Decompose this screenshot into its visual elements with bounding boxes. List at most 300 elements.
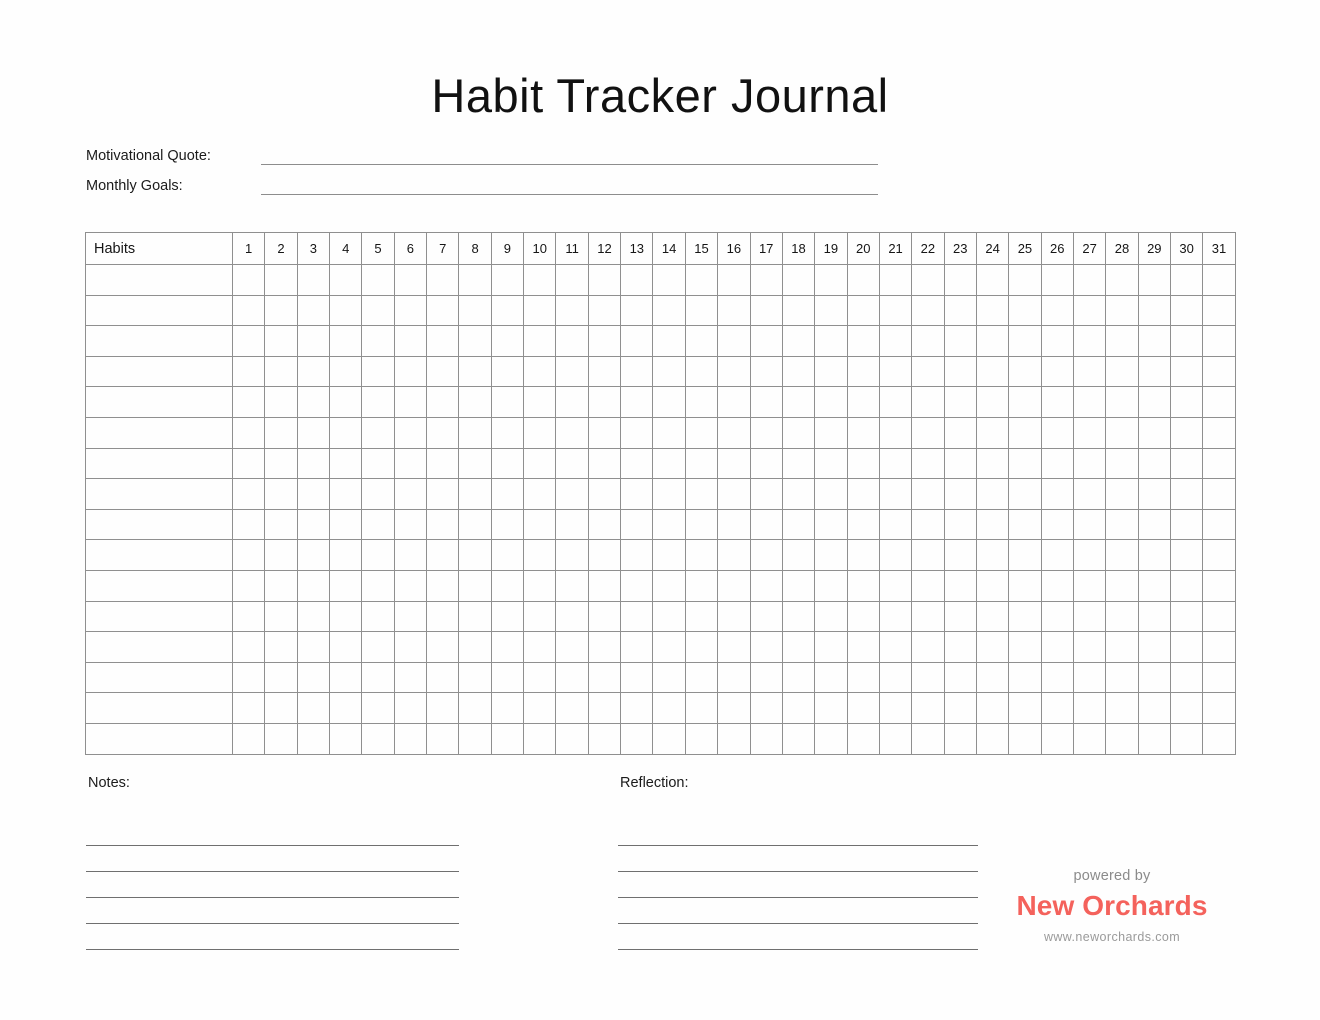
habit-day-cell[interactable] — [1203, 387, 1235, 418]
habit-day-cell[interactable] — [847, 295, 879, 326]
habit-day-cell[interactable] — [330, 662, 362, 693]
habit-day-cell[interactable] — [815, 509, 847, 540]
habit-day-cell[interactable] — [556, 693, 588, 724]
habit-day-cell[interactable] — [782, 417, 814, 448]
habit-day-cell[interactable] — [782, 387, 814, 418]
habit-day-cell[interactable] — [621, 417, 653, 448]
habit-day-cell[interactable] — [879, 295, 911, 326]
habit-day-cell[interactable] — [1170, 479, 1202, 510]
habit-day-cell[interactable] — [653, 662, 685, 693]
habit-day-cell[interactable] — [1138, 356, 1170, 387]
habit-day-cell[interactable] — [976, 356, 1008, 387]
habit-name-cell[interactable] — [86, 509, 233, 540]
habit-day-cell[interactable] — [912, 601, 944, 632]
habit-day-cell[interactable] — [1203, 417, 1235, 448]
habit-day-cell[interactable] — [1041, 417, 1073, 448]
habit-day-cell[interactable] — [815, 326, 847, 357]
habit-day-cell[interactable] — [1073, 448, 1105, 479]
habit-day-cell[interactable] — [718, 570, 750, 601]
habit-day-cell[interactable] — [718, 295, 750, 326]
habit-day-cell[interactable] — [685, 448, 717, 479]
habit-day-cell[interactable] — [750, 448, 782, 479]
habit-day-cell[interactable] — [233, 326, 265, 357]
habit-day-cell[interactable] — [1106, 479, 1138, 510]
habit-day-cell[interactable] — [685, 417, 717, 448]
habit-day-cell[interactable] — [976, 509, 1008, 540]
habit-day-cell[interactable] — [427, 723, 459, 754]
habit-day-cell[interactable] — [685, 632, 717, 663]
habit-day-cell[interactable] — [750, 295, 782, 326]
habit-day-cell[interactable] — [330, 265, 362, 296]
habit-day-cell[interactable] — [718, 448, 750, 479]
habit-day-cell[interactable] — [1138, 448, 1170, 479]
notes-line[interactable] — [86, 872, 459, 898]
habit-day-cell[interactable] — [1106, 632, 1138, 663]
habit-day-cell[interactable] — [847, 601, 879, 632]
habit-day-cell[interactable] — [491, 326, 523, 357]
habit-day-cell[interactable] — [782, 632, 814, 663]
habit-day-cell[interactable] — [1009, 387, 1041, 418]
habit-day-cell[interactable] — [524, 632, 556, 663]
habit-day-cell[interactable] — [297, 295, 329, 326]
habit-day-cell[interactable] — [976, 448, 1008, 479]
habit-day-cell[interactable] — [1041, 662, 1073, 693]
habit-day-cell[interactable] — [847, 387, 879, 418]
habit-day-cell[interactable] — [944, 326, 976, 357]
reflection-line[interactable] — [618, 872, 978, 898]
habit-day-cell[interactable] — [1203, 693, 1235, 724]
habit-day-cell[interactable] — [394, 387, 426, 418]
habit-day-cell[interactable] — [459, 387, 491, 418]
habit-day-cell[interactable] — [297, 356, 329, 387]
habit-day-cell[interactable] — [297, 448, 329, 479]
habit-day-cell[interactable] — [879, 723, 911, 754]
habit-day-cell[interactable] — [718, 540, 750, 571]
habit-day-cell[interactable] — [1170, 662, 1202, 693]
habit-day-cell[interactable] — [233, 662, 265, 693]
habit-day-cell[interactable] — [782, 693, 814, 724]
habit-day-cell[interactable] — [653, 387, 685, 418]
habit-day-cell[interactable] — [491, 295, 523, 326]
habit-day-cell[interactable] — [362, 662, 394, 693]
habit-day-cell[interactable] — [233, 479, 265, 510]
habit-day-cell[interactable] — [621, 601, 653, 632]
habit-day-cell[interactable] — [944, 265, 976, 296]
habit-day-cell[interactable] — [588, 265, 620, 296]
habit-day-cell[interactable] — [1041, 723, 1073, 754]
habit-day-cell[interactable] — [718, 356, 750, 387]
habit-day-cell[interactable] — [394, 509, 426, 540]
habit-day-cell[interactable] — [1138, 662, 1170, 693]
habit-day-cell[interactable] — [976, 693, 1008, 724]
habit-day-cell[interactable] — [782, 265, 814, 296]
habit-day-cell[interactable] — [815, 295, 847, 326]
habit-day-cell[interactable] — [265, 356, 297, 387]
habit-day-cell[interactable] — [330, 479, 362, 510]
habit-day-cell[interactable] — [233, 570, 265, 601]
habit-day-cell[interactable] — [1138, 632, 1170, 663]
habit-day-cell[interactable] — [459, 632, 491, 663]
habit-day-cell[interactable] — [556, 387, 588, 418]
habit-day-cell[interactable] — [621, 570, 653, 601]
habit-day-cell[interactable] — [621, 326, 653, 357]
habit-day-cell[interactable] — [1009, 326, 1041, 357]
habit-day-cell[interactable] — [1138, 693, 1170, 724]
habit-day-cell[interactable] — [265, 265, 297, 296]
habit-day-cell[interactable] — [265, 601, 297, 632]
habit-day-cell[interactable] — [621, 479, 653, 510]
habit-day-cell[interactable] — [265, 662, 297, 693]
habit-day-cell[interactable] — [394, 326, 426, 357]
habit-day-cell[interactable] — [362, 723, 394, 754]
habit-day-cell[interactable] — [427, 540, 459, 571]
habit-day-cell[interactable] — [847, 570, 879, 601]
habit-day-cell[interactable] — [556, 448, 588, 479]
habit-day-cell[interactable] — [233, 693, 265, 724]
habit-day-cell[interactable] — [459, 356, 491, 387]
habit-day-cell[interactable] — [685, 479, 717, 510]
habit-day-cell[interactable] — [1041, 326, 1073, 357]
habit-day-cell[interactable] — [1106, 326, 1138, 357]
habit-day-cell[interactable] — [750, 326, 782, 357]
habit-day-cell[interactable] — [621, 295, 653, 326]
habit-day-cell[interactable] — [1170, 540, 1202, 571]
habit-day-cell[interactable] — [362, 417, 394, 448]
habit-day-cell[interactable] — [524, 723, 556, 754]
habit-day-cell[interactable] — [653, 723, 685, 754]
habit-day-cell[interactable] — [556, 417, 588, 448]
habit-day-cell[interactable] — [394, 448, 426, 479]
habit-day-cell[interactable] — [330, 632, 362, 663]
habit-day-cell[interactable] — [1073, 632, 1105, 663]
habit-day-cell[interactable] — [944, 356, 976, 387]
habit-day-cell[interactable] — [491, 693, 523, 724]
habit-day-cell[interactable] — [362, 601, 394, 632]
habit-day-cell[interactable] — [233, 387, 265, 418]
habit-day-cell[interactable] — [815, 601, 847, 632]
habit-day-cell[interactable] — [847, 448, 879, 479]
habit-day-cell[interactable] — [782, 601, 814, 632]
habit-day-cell[interactable] — [847, 723, 879, 754]
habit-day-cell[interactable] — [1170, 723, 1202, 754]
habit-day-cell[interactable] — [621, 387, 653, 418]
habit-day-cell[interactable] — [524, 356, 556, 387]
habit-day-cell[interactable] — [524, 387, 556, 418]
habit-day-cell[interactable] — [718, 601, 750, 632]
habit-day-cell[interactable] — [1170, 448, 1202, 479]
habit-day-cell[interactable] — [1009, 479, 1041, 510]
habit-day-cell[interactable] — [912, 570, 944, 601]
habit-day-cell[interactable] — [750, 417, 782, 448]
habit-day-cell[interactable] — [491, 632, 523, 663]
habit-day-cell[interactable] — [1138, 417, 1170, 448]
habit-day-cell[interactable] — [1170, 632, 1202, 663]
habit-day-cell[interactable] — [944, 693, 976, 724]
habit-day-cell[interactable] — [1138, 479, 1170, 510]
habit-day-cell[interactable] — [1041, 448, 1073, 479]
habit-day-cell[interactable] — [912, 540, 944, 571]
habit-day-cell[interactable] — [685, 326, 717, 357]
notes-line[interactable] — [86, 820, 459, 846]
habit-day-cell[interactable] — [524, 295, 556, 326]
habit-day-cell[interactable] — [427, 448, 459, 479]
habit-day-cell[interactable] — [362, 632, 394, 663]
habit-day-cell[interactable] — [718, 265, 750, 296]
habit-day-cell[interactable] — [879, 326, 911, 357]
habit-day-cell[interactable] — [265, 387, 297, 418]
habit-day-cell[interactable] — [944, 295, 976, 326]
habit-day-cell[interactable] — [330, 295, 362, 326]
habit-day-cell[interactable] — [297, 601, 329, 632]
habit-day-cell[interactable] — [750, 601, 782, 632]
habit-day-cell[interactable] — [782, 448, 814, 479]
habit-day-cell[interactable] — [1106, 387, 1138, 418]
habit-day-cell[interactable] — [1170, 356, 1202, 387]
habit-day-cell[interactable] — [233, 509, 265, 540]
habit-day-cell[interactable] — [491, 540, 523, 571]
habit-day-cell[interactable] — [1073, 540, 1105, 571]
habit-day-cell[interactable] — [588, 417, 620, 448]
habit-day-cell[interactable] — [491, 662, 523, 693]
habit-day-cell[interactable] — [976, 632, 1008, 663]
habit-day-cell[interactable] — [621, 356, 653, 387]
habit-day-cell[interactable] — [459, 570, 491, 601]
habit-day-cell[interactable] — [265, 417, 297, 448]
habit-day-cell[interactable] — [847, 417, 879, 448]
habit-day-cell[interactable] — [297, 326, 329, 357]
habit-day-cell[interactable] — [750, 509, 782, 540]
habit-day-cell[interactable] — [459, 509, 491, 540]
habit-day-cell[interactable] — [427, 326, 459, 357]
habit-day-cell[interactable] — [1106, 448, 1138, 479]
habit-day-cell[interactable] — [362, 540, 394, 571]
habit-day-cell[interactable] — [491, 479, 523, 510]
habit-day-cell[interactable] — [427, 417, 459, 448]
habit-day-cell[interactable] — [621, 693, 653, 724]
habit-day-cell[interactable] — [912, 265, 944, 296]
habit-day-cell[interactable] — [297, 662, 329, 693]
habit-day-cell[interactable] — [459, 265, 491, 296]
habit-day-cell[interactable] — [265, 723, 297, 754]
habit-day-cell[interactable] — [1138, 509, 1170, 540]
habit-day-cell[interactable] — [653, 356, 685, 387]
field-input-motivational-quote[interactable] — [261, 147, 878, 165]
habit-day-cell[interactable] — [427, 662, 459, 693]
habit-day-cell[interactable] — [782, 295, 814, 326]
habit-day-cell[interactable] — [588, 632, 620, 663]
habit-day-cell[interactable] — [912, 632, 944, 663]
habit-day-cell[interactable] — [1203, 479, 1235, 510]
habit-day-cell[interactable] — [750, 723, 782, 754]
habit-day-cell[interactable] — [912, 723, 944, 754]
habit-day-cell[interactable] — [297, 265, 329, 296]
habit-day-cell[interactable] — [265, 693, 297, 724]
habit-day-cell[interactable] — [976, 540, 1008, 571]
habit-day-cell[interactable] — [362, 693, 394, 724]
habit-day-cell[interactable] — [233, 723, 265, 754]
habit-day-cell[interactable] — [491, 265, 523, 296]
habit-day-cell[interactable] — [1073, 326, 1105, 357]
habit-day-cell[interactable] — [912, 295, 944, 326]
habit-day-cell[interactable] — [1138, 540, 1170, 571]
habit-day-cell[interactable] — [330, 356, 362, 387]
habit-day-cell[interactable] — [944, 479, 976, 510]
habit-day-cell[interactable] — [556, 601, 588, 632]
habit-day-cell[interactable] — [1073, 693, 1105, 724]
habit-day-cell[interactable] — [718, 662, 750, 693]
habit-day-cell[interactable] — [297, 387, 329, 418]
habit-day-cell[interactable] — [1009, 662, 1041, 693]
habit-day-cell[interactable] — [362, 295, 394, 326]
habit-day-cell[interactable] — [427, 265, 459, 296]
habit-day-cell[interactable] — [847, 693, 879, 724]
habit-day-cell[interactable] — [459, 448, 491, 479]
habit-day-cell[interactable] — [976, 723, 1008, 754]
habit-day-cell[interactable] — [1138, 265, 1170, 296]
habit-day-cell[interactable] — [459, 417, 491, 448]
habit-day-cell[interactable] — [815, 723, 847, 754]
habit-day-cell[interactable] — [782, 356, 814, 387]
notes-line[interactable] — [86, 924, 459, 950]
habit-name-cell[interactable] — [86, 570, 233, 601]
habit-name-cell[interactable] — [86, 662, 233, 693]
habit-day-cell[interactable] — [362, 479, 394, 510]
habit-day-cell[interactable] — [394, 723, 426, 754]
habit-day-cell[interactable] — [1170, 295, 1202, 326]
habit-day-cell[interactable] — [653, 295, 685, 326]
habit-day-cell[interactable] — [944, 601, 976, 632]
habit-day-cell[interactable] — [912, 326, 944, 357]
habit-day-cell[interactable] — [1106, 509, 1138, 540]
habit-day-cell[interactable] — [265, 570, 297, 601]
habit-day-cell[interactable] — [1073, 662, 1105, 693]
habit-day-cell[interactable] — [362, 356, 394, 387]
habit-day-cell[interactable] — [1106, 723, 1138, 754]
habit-day-cell[interactable] — [653, 326, 685, 357]
habit-day-cell[interactable] — [556, 662, 588, 693]
habit-day-cell[interactable] — [362, 509, 394, 540]
habit-day-cell[interactable] — [815, 479, 847, 510]
habit-day-cell[interactable] — [879, 417, 911, 448]
habit-day-cell[interactable] — [1041, 540, 1073, 571]
habit-day-cell[interactable] — [524, 693, 556, 724]
habit-day-cell[interactable] — [1041, 356, 1073, 387]
habit-day-cell[interactable] — [524, 417, 556, 448]
habit-day-cell[interactable] — [912, 693, 944, 724]
habit-name-cell[interactable] — [86, 693, 233, 724]
habit-day-cell[interactable] — [750, 265, 782, 296]
habit-day-cell[interactable] — [685, 662, 717, 693]
habit-name-cell[interactable] — [86, 479, 233, 510]
habit-day-cell[interactable] — [685, 570, 717, 601]
habit-day-cell[interactable] — [1073, 265, 1105, 296]
habit-day-cell[interactable] — [330, 570, 362, 601]
habit-day-cell[interactable] — [815, 662, 847, 693]
habit-day-cell[interactable] — [879, 356, 911, 387]
habit-day-cell[interactable] — [459, 723, 491, 754]
habit-day-cell[interactable] — [265, 540, 297, 571]
habit-day-cell[interactable] — [847, 632, 879, 663]
habit-day-cell[interactable] — [588, 693, 620, 724]
habit-day-cell[interactable] — [976, 295, 1008, 326]
habit-day-cell[interactable] — [524, 570, 556, 601]
habit-day-cell[interactable] — [394, 295, 426, 326]
habit-day-cell[interactable] — [588, 601, 620, 632]
habit-day-cell[interactable] — [782, 570, 814, 601]
habit-day-cell[interactable] — [750, 387, 782, 418]
habit-day-cell[interactable] — [233, 540, 265, 571]
habit-day-cell[interactable] — [1106, 356, 1138, 387]
habit-day-cell[interactable] — [621, 265, 653, 296]
habit-day-cell[interactable] — [1041, 479, 1073, 510]
habit-day-cell[interactable] — [1170, 326, 1202, 357]
habit-day-cell[interactable] — [330, 448, 362, 479]
habit-day-cell[interactable] — [588, 387, 620, 418]
habit-day-cell[interactable] — [588, 509, 620, 540]
habit-day-cell[interactable] — [1009, 417, 1041, 448]
habit-day-cell[interactable] — [1138, 723, 1170, 754]
notes-line[interactable] — [86, 846, 459, 872]
habit-day-cell[interactable] — [815, 387, 847, 418]
habit-day-cell[interactable] — [976, 326, 1008, 357]
habit-day-cell[interactable] — [427, 387, 459, 418]
habit-day-cell[interactable] — [1106, 693, 1138, 724]
habit-day-cell[interactable] — [265, 479, 297, 510]
habit-day-cell[interactable] — [588, 448, 620, 479]
habit-day-cell[interactable] — [685, 509, 717, 540]
habit-day-cell[interactable] — [459, 662, 491, 693]
habit-day-cell[interactable] — [912, 387, 944, 418]
habit-day-cell[interactable] — [1073, 295, 1105, 326]
habit-day-cell[interactable] — [491, 509, 523, 540]
habit-day-cell[interactable] — [1009, 540, 1041, 571]
habit-day-cell[interactable] — [1203, 723, 1235, 754]
habit-day-cell[interactable] — [394, 693, 426, 724]
habit-day-cell[interactable] — [394, 265, 426, 296]
habit-day-cell[interactable] — [588, 723, 620, 754]
habit-day-cell[interactable] — [233, 417, 265, 448]
reflection-line[interactable] — [618, 924, 978, 950]
habit-day-cell[interactable] — [427, 693, 459, 724]
habit-day-cell[interactable] — [847, 479, 879, 510]
habit-day-cell[interactable] — [879, 693, 911, 724]
habit-day-cell[interactable] — [1203, 356, 1235, 387]
habit-day-cell[interactable] — [653, 448, 685, 479]
habit-day-cell[interactable] — [1203, 570, 1235, 601]
habit-day-cell[interactable] — [621, 448, 653, 479]
habit-day-cell[interactable] — [685, 540, 717, 571]
habit-day-cell[interactable] — [459, 693, 491, 724]
habit-day-cell[interactable] — [330, 417, 362, 448]
reflection-line[interactable] — [618, 820, 978, 846]
habit-day-cell[interactable] — [750, 570, 782, 601]
field-input-monthly-goals[interactable] — [261, 177, 878, 195]
habit-day-cell[interactable] — [1203, 601, 1235, 632]
habit-day-cell[interactable] — [1009, 693, 1041, 724]
habit-day-cell[interactable] — [1106, 662, 1138, 693]
habit-day-cell[interactable] — [815, 417, 847, 448]
habit-day-cell[interactable] — [588, 662, 620, 693]
habit-day-cell[interactable] — [297, 479, 329, 510]
habit-day-cell[interactable] — [556, 295, 588, 326]
habit-day-cell[interactable] — [1009, 632, 1041, 663]
habit-day-cell[interactable] — [459, 295, 491, 326]
habit-day-cell[interactable] — [1073, 417, 1105, 448]
habit-day-cell[interactable] — [1106, 540, 1138, 571]
habit-day-cell[interactable] — [1138, 326, 1170, 357]
habit-day-cell[interactable] — [879, 448, 911, 479]
habit-day-cell[interactable] — [427, 632, 459, 663]
